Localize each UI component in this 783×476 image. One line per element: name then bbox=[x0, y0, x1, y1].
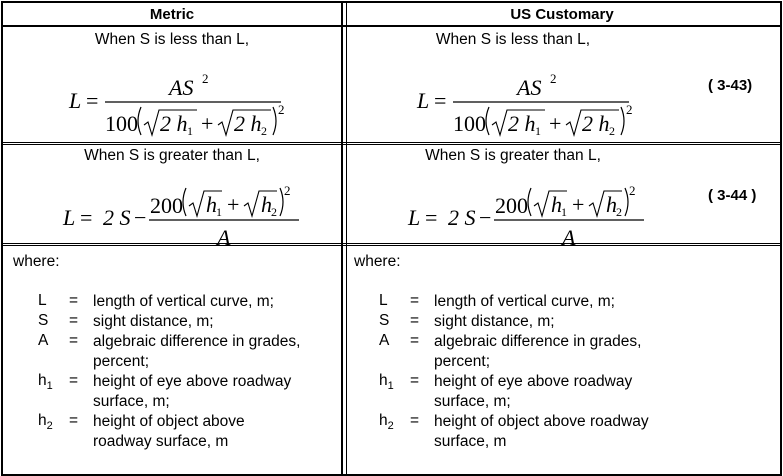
formula-numerator-coeff: 200 bbox=[150, 193, 183, 218]
formula-lhs: L bbox=[69, 88, 82, 113]
formula-lhs: L bbox=[63, 205, 76, 230]
design-table bbox=[1, 1, 782, 476]
formula-numerator: AS bbox=[169, 75, 194, 100]
formula-numerator: AS bbox=[517, 75, 542, 100]
formula-lead: 2 S bbox=[103, 205, 131, 230]
formula-sqrt2: 2 h bbox=[234, 111, 262, 136]
formula-numerator-exp: 2 bbox=[202, 71, 209, 86]
formula-sub2: 2 bbox=[261, 124, 267, 138]
formula-plus: + bbox=[227, 192, 240, 217]
formula-equals: = bbox=[434, 88, 447, 113]
condition-less-metric: When S is less than L, bbox=[94, 31, 250, 48]
formula-sqrt1: 2 h bbox=[160, 111, 188, 136]
formula-equals: = bbox=[425, 205, 438, 230]
definition-text: height of object above roadway surface, m bbox=[434, 413, 649, 450]
definition-equals: = bbox=[69, 312, 79, 329]
formula-denominator: A bbox=[217, 225, 231, 250]
formula-3-43-metric bbox=[69, 69, 299, 139]
definition-equals: = bbox=[410, 292, 420, 309]
header-us-customary: US Customary bbox=[510, 6, 614, 23]
definition-symbol: $h_1$ bbox=[38, 372, 53, 393]
definition-text: algebraic difference in grades, percent; bbox=[93, 333, 301, 370]
definition-symbol: $h_2$ bbox=[38, 412, 53, 433]
equation-number-3-43: ( 3-43) bbox=[708, 77, 753, 94]
formula-equals: = bbox=[86, 88, 99, 113]
formula-sqrt1: h bbox=[551, 192, 562, 217]
definition-equals: = bbox=[69, 412, 79, 429]
formula-denominator-coeff: 100 bbox=[453, 111, 486, 136]
definition-equals: = bbox=[410, 372, 420, 389]
definition-equals: = bbox=[410, 312, 420, 329]
formula-minus: − bbox=[134, 205, 147, 230]
header-divider bbox=[3, 25, 780, 27]
formula-sub1: 1 bbox=[561, 205, 567, 219]
formula-numerator-coeff: 200 bbox=[495, 193, 528, 218]
formula-sub1: 1 bbox=[216, 205, 222, 219]
formula-plus: + bbox=[201, 111, 214, 136]
definition-text: algebraic difference in grades, percent; bbox=[434, 333, 642, 370]
formula-plus: + bbox=[572, 192, 585, 217]
definition-equals: = bbox=[410, 332, 420, 349]
equation-number-3-44: ( 3-44 ) bbox=[708, 187, 757, 204]
definition-symbol: L bbox=[379, 292, 388, 309]
formula-lead: 2 S bbox=[448, 205, 476, 230]
formula-denominator-exp: 2 bbox=[278, 102, 285, 117]
formula-sub1: 1 bbox=[187, 124, 193, 138]
formula-3-43-us bbox=[417, 69, 647, 139]
definition-symbol: S bbox=[38, 312, 49, 329]
definition-equals: = bbox=[410, 412, 420, 429]
formula-numerator-exp: 2 bbox=[550, 71, 557, 86]
condition-less-us: When S is less than L, bbox=[435, 31, 591, 48]
definition-symbol: S bbox=[379, 312, 390, 329]
definition-text: length of vertical curve, m; bbox=[93, 293, 274, 310]
formula-sqrt2: h bbox=[606, 192, 617, 217]
formula-denominator-coeff: 100 bbox=[105, 111, 138, 136]
condition-greater-us: When S is greater than L, bbox=[425, 147, 601, 164]
formula-sqrt2: 2 h bbox=[582, 111, 610, 136]
definition-symbol: $h_1$ bbox=[379, 372, 394, 393]
formula-minus: − bbox=[479, 205, 492, 230]
formula-lhs: L bbox=[408, 205, 421, 230]
condition-greater-metric: When S is greater than L, bbox=[84, 147, 260, 164]
where-label-us: where: bbox=[354, 253, 401, 270]
formula-sub2: 2 bbox=[609, 124, 615, 138]
formula-sqrt1: 2 h bbox=[508, 111, 536, 136]
formula-sub1: 1 bbox=[535, 124, 541, 138]
definition-equals: = bbox=[69, 372, 79, 389]
formula-sub2: 2 bbox=[616, 205, 622, 219]
header-metric: Metric bbox=[149, 6, 195, 23]
definition-text: height of eye above roadway surface, m; bbox=[93, 373, 292, 410]
row-divider-1 bbox=[3, 142, 780, 145]
formula-plus: + bbox=[549, 111, 562, 136]
formula-3-44-metric bbox=[63, 179, 303, 249]
definition-equals: = bbox=[69, 332, 79, 349]
definition-symbol: $h_2$ bbox=[379, 412, 394, 433]
definition-equals: = bbox=[69, 292, 79, 309]
definition-symbol: A bbox=[38, 332, 49, 349]
definition-text: height of object above roadway surface, m bbox=[93, 413, 245, 450]
formula-sqrt1: h bbox=[206, 192, 217, 217]
definition-text: height of eye above roadway surface, m; bbox=[434, 373, 633, 410]
where-label-metric: where: bbox=[13, 253, 60, 270]
definition-text: sight distance, m; bbox=[434, 313, 555, 330]
formula-numerator-exp: 2 bbox=[284, 183, 291, 198]
formula-sub2: 2 bbox=[271, 205, 277, 219]
formula-lhs: L bbox=[417, 88, 430, 113]
formula-equals: = bbox=[80, 205, 93, 230]
definition-symbol: A bbox=[379, 332, 390, 349]
formula-3-44-us bbox=[408, 179, 648, 249]
formula-sqrt2: h bbox=[261, 192, 272, 217]
definition-symbol: L bbox=[38, 292, 47, 309]
formula-denominator-exp: 2 bbox=[626, 102, 633, 117]
formula-numerator-exp: 2 bbox=[629, 183, 636, 198]
definition-text: length of vertical curve, m; bbox=[434, 293, 615, 310]
definition-text: sight distance, m; bbox=[93, 313, 214, 330]
formula-denominator: A bbox=[562, 225, 576, 250]
